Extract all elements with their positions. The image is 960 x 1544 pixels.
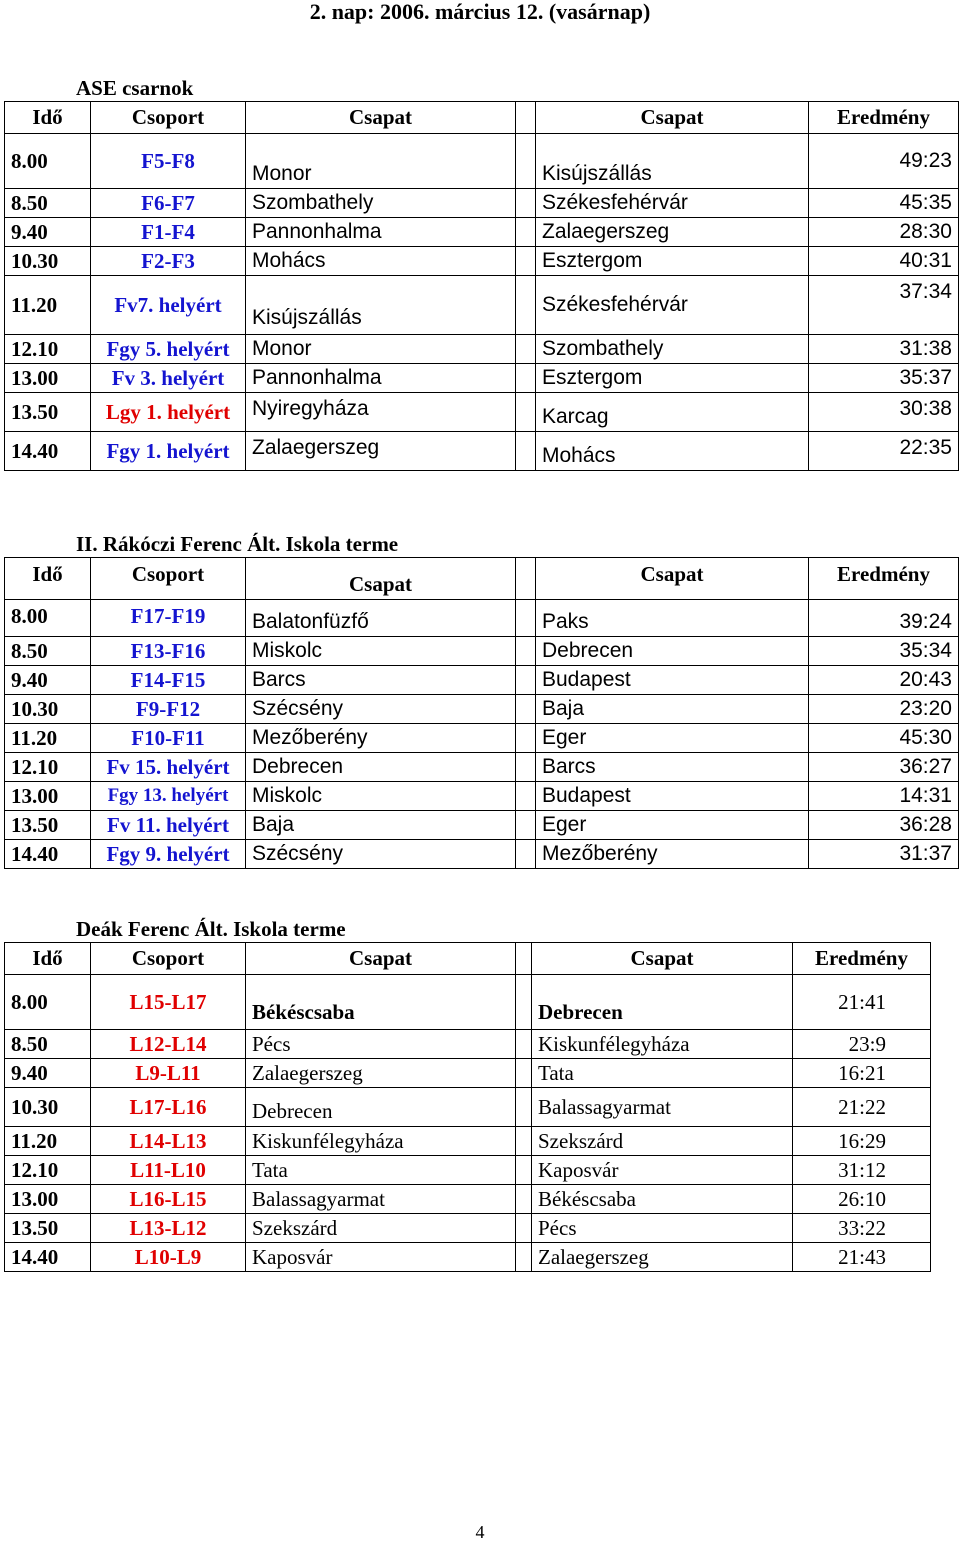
score-cell: 16:29 <box>793 1127 931 1156</box>
spacer-cell <box>516 943 532 975</box>
table-row <box>5 600 959 637</box>
time-cell: 13.00 <box>5 1185 91 1214</box>
table-row <box>5 432 959 471</box>
header-team2: Csapat <box>532 943 793 975</box>
header-group: Csoport <box>91 558 246 600</box>
table-row <box>5 782 959 811</box>
team1-cell: Pécs <box>246 1030 516 1059</box>
team2-cell: Baja <box>536 695 809 724</box>
group-cell: F14-F15 <box>91 666 246 695</box>
spacer-cell <box>516 600 536 637</box>
time-cell: 14.40 <box>5 840 91 869</box>
time-cell: 14.40 <box>5 1243 91 1272</box>
time-cell: 10.30 <box>5 1088 91 1127</box>
group-cell: L16-L15 <box>91 1185 246 1214</box>
spacer-cell <box>516 276 536 335</box>
header-time: Idő <box>5 558 91 600</box>
team2-cell: Székesfehérvár <box>536 276 809 335</box>
score-cell: 36:27 <box>809 753 959 782</box>
spacer-cell <box>516 102 536 134</box>
score-cell: 39:24 <box>809 600 959 637</box>
time-cell: 12.10 <box>5 335 91 364</box>
time-cell: 9.40 <box>5 666 91 695</box>
header-score: Eredmény <box>793 943 931 975</box>
group-cell: F13-F16 <box>91 637 246 666</box>
table-row <box>5 753 959 782</box>
score-cell: 36:28 <box>809 811 959 840</box>
time-cell: 12.10 <box>5 753 91 782</box>
group-cell: F6-F7 <box>91 189 246 218</box>
table-row <box>5 840 959 869</box>
team1-cell: Debrecen <box>246 1088 516 1127</box>
page-number: 4 <box>475 1522 485 1542</box>
spacer-cell <box>516 975 532 1030</box>
header-team2: Csapat <box>536 102 809 134</box>
team1-cell: Baja <box>246 811 516 840</box>
group-cell: F1-F4 <box>91 218 246 247</box>
score-cell: 31:37 <box>809 840 959 869</box>
team2-cell: Mezőberény <box>536 840 809 869</box>
score-cell: 22:35 <box>809 432 959 471</box>
table-row <box>5 134 959 189</box>
header-time: Idő <box>5 102 91 134</box>
spacer-cell <box>516 840 536 869</box>
team1-cell: Miskolc <box>246 782 516 811</box>
table-row <box>5 218 959 247</box>
group-cell: L17-L16 <box>91 1088 246 1127</box>
table-row <box>5 1243 931 1272</box>
team2-cell: Pécs <box>532 1214 793 1243</box>
team2-cell: Zalaegerszeg <box>532 1243 793 1272</box>
time-cell: 11.20 <box>5 1127 91 1156</box>
table-row <box>5 189 959 218</box>
group-cell: L13-L12 <box>91 1214 246 1243</box>
table-row <box>5 1030 931 1059</box>
header-score: Eredmény <box>809 102 959 134</box>
score-cell: 31:38 <box>809 335 959 364</box>
header-team1: Csapat <box>246 943 516 975</box>
group-cell: Fv 11. helyért <box>91 811 246 840</box>
team2-cell: Balassagyarmat <box>532 1088 793 1127</box>
team2-cell: Kaposvár <box>532 1156 793 1185</box>
table-row <box>5 364 959 393</box>
team1-cell: Balatonfüzfő <box>246 600 516 637</box>
score-cell: 45:35 <box>809 189 959 218</box>
team1-cell: Szécsény <box>246 695 516 724</box>
time-cell: 13.00 <box>5 364 91 393</box>
spacer-cell <box>516 558 536 600</box>
score-cell: 33:22 <box>793 1214 931 1243</box>
spacer-cell <box>516 364 536 393</box>
team1-cell: Zalaegerszeg <box>246 432 516 471</box>
team1-cell: Szekszárd <box>246 1214 516 1243</box>
score-cell: 35:34 <box>809 637 959 666</box>
header-team1: Csapat <box>246 558 516 600</box>
team2-cell: Kisújszállás <box>536 134 809 189</box>
header-time: Idő <box>5 943 91 975</box>
team1-cell: Barcs <box>246 666 516 695</box>
table-row <box>5 1214 931 1243</box>
spacer-cell <box>516 432 536 471</box>
team2-cell: Budapest <box>536 666 809 695</box>
score-cell: 28:30 <box>809 218 959 247</box>
time-cell: 10.30 <box>5 247 91 276</box>
time-cell: 13.50 <box>5 393 91 432</box>
spacer-cell <box>516 134 536 189</box>
team1-cell: Monor <box>246 134 516 189</box>
spacer-cell <box>516 666 536 695</box>
table-row <box>5 811 959 840</box>
group-cell: Fgy 5. helyért <box>91 335 246 364</box>
time-cell: 14.40 <box>5 432 91 471</box>
header-team2: Csapat <box>536 558 809 600</box>
venue-title: II. Rákóczi Ferenc Ált. Iskola terme <box>76 532 399 556</box>
table-row <box>5 666 959 695</box>
table-row <box>5 247 959 276</box>
header-row <box>5 102 959 134</box>
spacer-cell <box>516 189 536 218</box>
page-title: 2. nap: 2006. március 12. (vasárnap) <box>309 0 651 24</box>
score-cell: 20:43 <box>809 666 959 695</box>
team2-cell: Debrecen <box>536 637 809 666</box>
team2-cell: Karcag <box>536 393 809 432</box>
table-row <box>5 695 959 724</box>
spacer-cell <box>516 393 536 432</box>
score-cell: 16:21 <box>793 1059 931 1088</box>
group-cell: L11-L10 <box>91 1156 246 1185</box>
group-cell: F10-F11 <box>91 724 246 753</box>
team2-cell: Barcs <box>536 753 809 782</box>
table-row <box>5 393 959 432</box>
team2-cell: Székesfehérvár <box>536 189 809 218</box>
team2-cell: Szekszárd <box>532 1127 793 1156</box>
score-cell: 40:31 <box>809 247 959 276</box>
schedule-table <box>4 557 959 869</box>
team1-cell: Kaposvár <box>246 1243 516 1272</box>
table-row <box>5 637 959 666</box>
time-cell: 13.50 <box>5 1214 91 1243</box>
venue-title: Deák Ferenc Ált. Iskola terme <box>76 917 346 941</box>
table-row <box>5 1088 931 1127</box>
score-cell: 30:38 <box>809 393 959 432</box>
header-group: Csoport <box>91 943 246 975</box>
group-cell: Fv 15. helyért <box>91 753 246 782</box>
spacer-cell <box>516 1185 532 1214</box>
schedule-table <box>4 101 959 471</box>
time-cell: 8.50 <box>5 189 91 218</box>
group-cell: F5-F8 <box>91 134 246 189</box>
team1-cell: Kiskunfélegyháza <box>246 1127 516 1156</box>
group-cell: F2-F3 <box>91 247 246 276</box>
group-cell: L10-L9 <box>91 1243 246 1272</box>
header-row <box>5 943 931 975</box>
spacer-cell <box>516 218 536 247</box>
spacer-cell <box>516 1059 532 1088</box>
spacer-cell <box>516 1243 532 1272</box>
team1-cell: Miskolc <box>246 637 516 666</box>
spacer-cell <box>516 1088 532 1127</box>
table-row <box>5 1156 931 1185</box>
team1-cell: Szécsény <box>246 840 516 869</box>
table-row <box>5 1185 931 1214</box>
schedule-table <box>4 942 931 1272</box>
score-cell: 21:22 <box>793 1088 931 1127</box>
spacer-cell <box>516 1214 532 1243</box>
header-team1: Csapat <box>246 102 516 134</box>
team1-cell: Tata <box>246 1156 516 1185</box>
team2-cell: Esztergom <box>536 364 809 393</box>
team1-cell: Kisújszállás <box>246 276 516 335</box>
team1-cell: Békéscsaba <box>246 975 516 1030</box>
spacer-cell <box>516 695 536 724</box>
team1-cell: Nyiregyháza <box>246 393 516 432</box>
time-cell: 11.20 <box>5 724 91 753</box>
spacer-cell <box>516 1156 532 1185</box>
team2-cell: Zalaegerszeg <box>536 218 809 247</box>
score-cell: 14:31 <box>809 782 959 811</box>
group-cell: Fgy 9. helyért <box>91 840 246 869</box>
team1-cell: Pannonhalma <box>246 218 516 247</box>
venue-title: ASE csarnok <box>76 76 194 100</box>
group-cell: L15-L17 <box>91 975 246 1030</box>
time-cell: 8.00 <box>5 134 91 189</box>
header-score: Eredmény <box>809 558 959 600</box>
score-cell: 21:43 <box>793 1243 931 1272</box>
spacer-cell <box>516 335 536 364</box>
group-cell: Fgy 13. helyért <box>91 782 246 811</box>
spacer-cell <box>516 1127 532 1156</box>
table-row <box>5 975 931 1030</box>
team1-cell: Zalaegerszeg <box>246 1059 516 1088</box>
spacer-cell <box>516 1030 532 1059</box>
team1-cell: Mezőberény <box>246 724 516 753</box>
team2-cell: Szombathely <box>536 335 809 364</box>
header-row <box>5 558 959 600</box>
table-row <box>5 724 959 753</box>
team2-cell: Békéscsaba <box>532 1185 793 1214</box>
team1-cell: Monor <box>246 335 516 364</box>
spacer-cell <box>516 637 536 666</box>
group-cell: Fv7. helyért <box>91 276 246 335</box>
score-cell: 49:23 <box>809 134 959 189</box>
group-cell: Fv 3. helyért <box>91 364 246 393</box>
spacer-cell <box>516 782 536 811</box>
time-cell: 9.40 <box>5 1059 91 1088</box>
spacer-cell <box>516 247 536 276</box>
time-cell: 11.20 <box>5 276 91 335</box>
spacer-cell <box>516 753 536 782</box>
score-cell: 31:12 <box>793 1156 931 1185</box>
time-cell: 10.30 <box>5 695 91 724</box>
team2-cell: Eger <box>536 724 809 753</box>
score-cell: 21:41 <box>793 975 931 1030</box>
spacer-cell <box>516 724 536 753</box>
time-cell: 9.40 <box>5 218 91 247</box>
time-cell: 8.00 <box>5 600 91 637</box>
table-row <box>5 1059 931 1088</box>
time-cell: 13.00 <box>5 782 91 811</box>
team1-cell: Balassagyarmat <box>246 1185 516 1214</box>
team2-cell: Debrecen <box>532 975 793 1030</box>
group-cell: F9-F12 <box>91 695 246 724</box>
group-cell: L9-L11 <box>91 1059 246 1088</box>
team1-cell: Debrecen <box>246 753 516 782</box>
team2-cell: Budapest <box>536 782 809 811</box>
team2-cell: Kiskunfélegyháza <box>532 1030 793 1059</box>
team1-cell: Pannonhalma <box>246 364 516 393</box>
time-cell: 8.00 <box>5 975 91 1030</box>
team2-cell: Tata <box>532 1059 793 1088</box>
team2-cell: Esztergom <box>536 247 809 276</box>
score-cell: 26:10 <box>793 1185 931 1214</box>
group-cell: F17-F19 <box>91 600 246 637</box>
table-row <box>5 276 959 335</box>
team2-cell: Mohács <box>536 432 809 471</box>
score-cell: 23:9 <box>793 1030 931 1059</box>
table-row <box>5 335 959 364</box>
score-cell: 45:30 <box>809 724 959 753</box>
header-group: Csoport <box>91 102 246 134</box>
team2-cell: Paks <box>536 600 809 637</box>
time-cell: 12.10 <box>5 1156 91 1185</box>
time-cell: 13.50 <box>5 811 91 840</box>
group-cell: Lgy 1. helyért <box>91 393 246 432</box>
group-cell: Fgy 1. helyért <box>91 432 246 471</box>
time-cell: 8.50 <box>5 1030 91 1059</box>
team1-cell: Szombathely <box>246 189 516 218</box>
score-cell: 23:20 <box>809 695 959 724</box>
spacer-cell <box>516 811 536 840</box>
team2-cell: Eger <box>536 811 809 840</box>
time-cell: 8.50 <box>5 637 91 666</box>
score-cell: 37:34 <box>809 276 959 335</box>
score-cell: 35:37 <box>809 364 959 393</box>
group-cell: L12-L14 <box>91 1030 246 1059</box>
team1-cell: Mohács <box>246 247 516 276</box>
table-row <box>5 1127 931 1156</box>
group-cell: L14-L13 <box>91 1127 246 1156</box>
